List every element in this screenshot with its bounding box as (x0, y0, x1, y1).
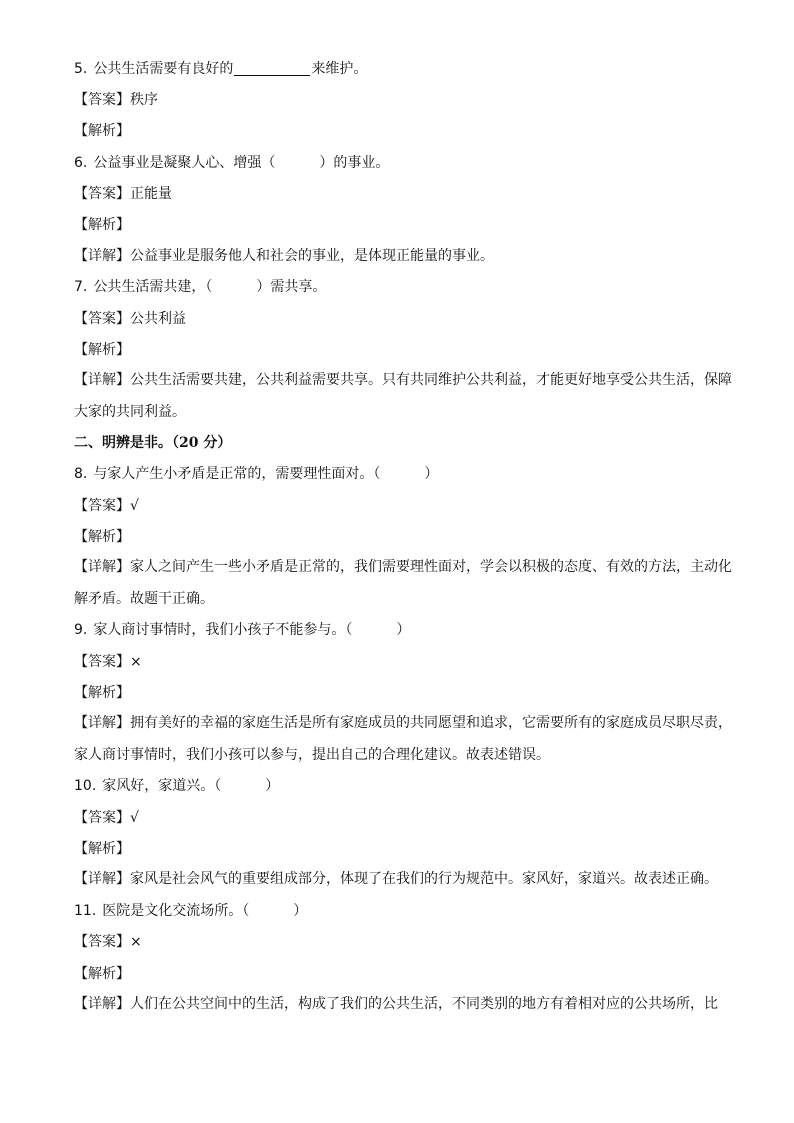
detail-tag: 【详解】 (74, 559, 130, 576)
analysis-tag: 【解析】 (74, 840, 130, 857)
answer-text: 秩序 (130, 92, 158, 109)
question-text-end: 来维护。 (311, 61, 368, 77)
question-number: 11. (74, 903, 97, 920)
detail-block (74, 365, 734, 427)
section-heading (74, 434, 734, 465)
question-number: 7. (74, 279, 88, 296)
question-text-end: ）的事业。 (319, 154, 390, 171)
question-text-end: ） (265, 778, 280, 795)
detail-block (74, 241, 494, 272)
question-number: 8. (74, 466, 88, 483)
question-text: 医院是文化交流场所。（ (102, 903, 250, 920)
question-line (74, 902, 734, 933)
detail-block (74, 864, 718, 895)
question-text: 与家人产生小矛盾是正常的，需要理性面对。（ (93, 466, 381, 483)
question-line (74, 777, 734, 808)
question-number: 10. (74, 778, 97, 795)
analysis-line (74, 122, 734, 153)
answer-tag: 【答案】 (74, 497, 130, 514)
detail-block (74, 552, 734, 614)
answer-line (74, 310, 734, 341)
answer-line (74, 185, 734, 216)
detail-text: 人们在公共空间中的生活，构成了我们的公共生活，不同类别的地方有着相对应的公共场所，比 (130, 996, 718, 1013)
question-text: 家人商讨事情时，我们小孩子不能参与。（ (93, 622, 353, 639)
detail-paragraph (74, 989, 734, 1020)
question-text: 公益事业是凝聚人心、增强（ (93, 154, 276, 171)
answer-tag: 【答案】 (74, 653, 130, 670)
detail-tag: 【详解】 (74, 871, 130, 888)
answer-line (74, 809, 734, 840)
answer-tag: 【答案】 (74, 310, 130, 327)
detail-block (74, 708, 734, 770)
detail-text: 拥有美好的幸福的家庭生活是所有家庭成员的共同愿望和追求，它需要所有的家庭成员尽职尽责，家人商讨事情时，我们小孩可以参与，提出自己的合理化建议。故表述错误。 (74, 715, 732, 763)
question-line (74, 278, 734, 309)
detail-paragraph (74, 864, 734, 895)
detail-tag: 【详解】 (74, 996, 130, 1013)
detail-tag: 【详解】 (74, 247, 130, 264)
analysis-tag: 【解析】 (74, 123, 130, 140)
answer-text: 公共利益 (130, 310, 186, 327)
detail-text: 公共生活需要共建，公共利益需要共享。只有共同维护公共利益，才能更好地享受公共生活，保障大家的共同利益。 (74, 372, 732, 420)
analysis-tag: 【解析】 (74, 341, 130, 358)
answer-text: √ (130, 809, 139, 826)
question-text-end: ）需共享。 (256, 279, 327, 296)
analysis-tag: 【解析】 (74, 528, 130, 545)
question-number: 9. (74, 622, 88, 639)
document-page (74, 60, 734, 1027)
analysis-tag: 【解析】 (74, 965, 130, 982)
detail-block (74, 989, 718, 1020)
answer-text: 正能量 (130, 185, 172, 202)
detail-paragraph (74, 552, 734, 614)
answer-blank (234, 60, 310, 76)
detail-tag: 【详解】 (74, 372, 130, 389)
question-text-end: ） (424, 466, 439, 483)
detail-tag: 【详解】 (74, 715, 130, 732)
detail-paragraph (74, 365, 734, 427)
answer-tag: 【答案】 (74, 934, 130, 951)
answer-text: × (130, 934, 142, 951)
detail-paragraph (74, 241, 734, 272)
question-line (74, 465, 734, 496)
question-text: 家风好，家道兴。（ (102, 778, 222, 795)
answer-tag: 【答案】 (74, 185, 130, 202)
analysis-tag: 【解析】 (74, 216, 130, 233)
question-number: 6. (74, 154, 88, 171)
analysis-tag: 【解析】 (74, 684, 130, 701)
question-text: 公共生活需共建，（ (93, 279, 213, 296)
answer-tag: 【答案】 (74, 92, 130, 109)
section-title: 二、明辨是非。（20 分） (74, 435, 232, 452)
question-line (74, 621, 734, 652)
detail-text: 家人之间产生一些小矛盾是正常的，我们需要理性面对，学会以积极的态度、有效的方法，主动化解矛盾。故题干正确。 (74, 559, 732, 607)
question-line (74, 60, 734, 91)
answer-line (74, 497, 734, 528)
detail-text: 家风是社会风气的重要组成部分，体现了在我们的行为规范中。家风好，家道兴。故表述正确。 (130, 871, 718, 888)
answer-text: × (130, 653, 142, 670)
question-line (74, 154, 734, 185)
question-text-end: ） (396, 622, 411, 639)
answer-text: √ (130, 497, 139, 514)
question-text-end: ） (293, 903, 308, 920)
answer-line (74, 91, 734, 122)
answer-tag: 【答案】 (74, 809, 130, 826)
detail-paragraph (74, 708, 734, 770)
answer-line (74, 933, 734, 964)
detail-text: 公益事业是服务他人和社会的事业，是体现正能量的事业。 (130, 247, 494, 264)
answer-line (74, 653, 734, 684)
question-text: 公共生活需要有良好的 (93, 61, 234, 77)
question-number: 5. (74, 61, 88, 77)
